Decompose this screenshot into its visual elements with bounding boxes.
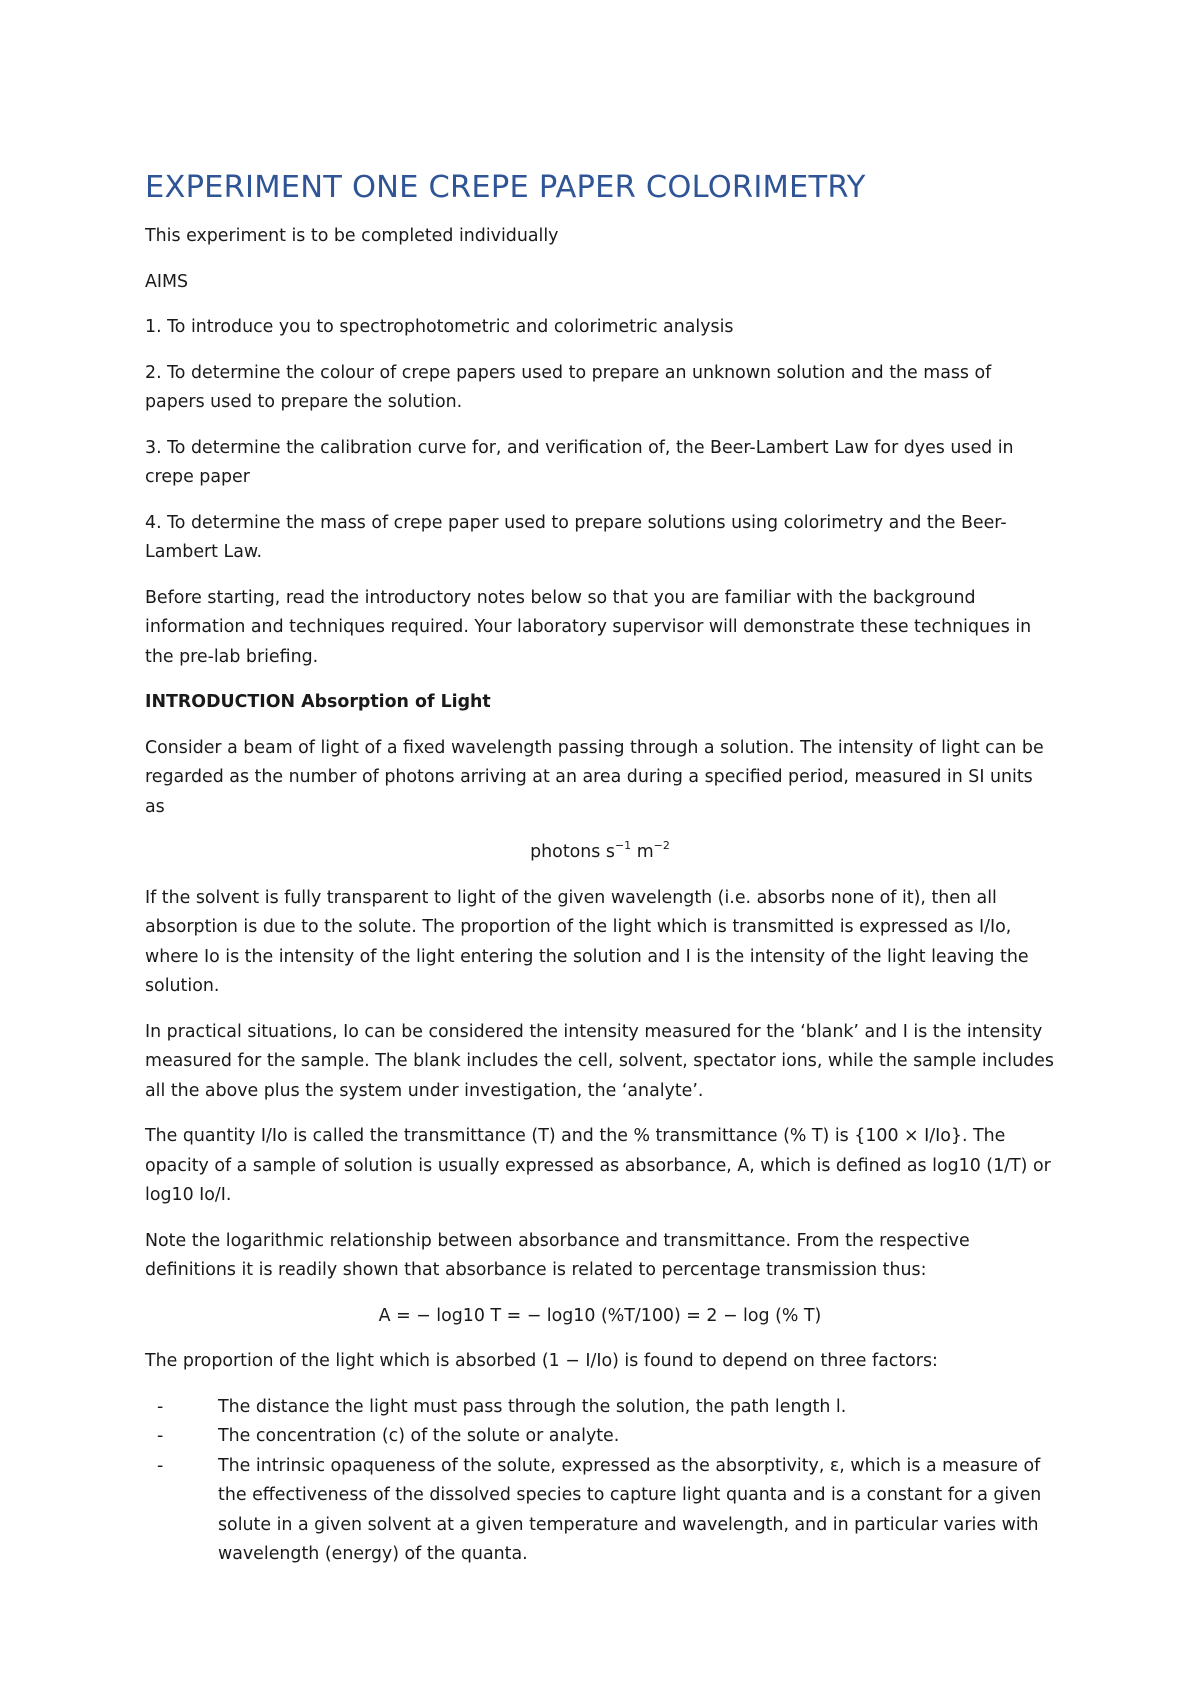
aim-item-2: 2. To determine the colour of crepe papers used to prepare an unknown solution and the mass of papers used to prepare the solution. xyxy=(145,362,992,412)
intro-paragraph-6: The proportion of the light which is absorbed (1 − I/Io) is found to depend on three factors: xyxy=(145,1351,938,1371)
si-units-expression xyxy=(145,838,1055,868)
factors-list xyxy=(145,1393,1055,1570)
list-item xyxy=(145,1393,1055,1423)
intro-paragraph-4: The quantity I/Io is called the transmittance (T) and the % transmittance (% T) is {100 × I/Io}. The opacity of a sample of solution is usually expressed as absorbance, A, which is defined as log10 (1/T) or log10 Io/I. xyxy=(145,1126,1051,1205)
intro-paragraph-2: If the solvent is fully transparent to light of the given wavelength (i.e. absorbs none of it), then all absorption is due to the solute. The proportion of the light which is transmitted is expressed as I/Io, where Io is the intensity of the light entering the solution and I is the intensity of the light leaving the solution. xyxy=(145,887,1029,996)
document-title: EXPERIMENT ONE CREPE PAPER COLORIMETRY xyxy=(145,170,866,205)
intro-paragraph-5: Note the logarithmic relationship between absorbance and transmittance. From the respective definitions it is readily shown that absorbance is related to percentage transmission thus: xyxy=(145,1230,970,1280)
subtitle: This experiment is to be completed individually xyxy=(145,226,559,246)
units-m: m xyxy=(631,842,654,862)
dash-marker: - xyxy=(157,1426,164,1446)
units-exponent-2: −2 xyxy=(653,839,670,853)
dash-marker: - xyxy=(157,1396,164,1417)
units-exponent-1: −1 xyxy=(614,839,632,853)
aims-heading: AIMS xyxy=(145,271,189,292)
absorbance-formula: A = − log10 T = − log10 (%T/100) = 2 − log (% T) xyxy=(378,1305,822,1326)
units-photons: photons s xyxy=(530,842,615,862)
list-item-text: The distance the light must pass through the solution, the path length l. xyxy=(218,1396,847,1417)
list-item-text: The concentration (c) of the solute or analyte. xyxy=(218,1426,620,1446)
aim-item-1: 1. To introduce you to spectrophotometric and colorimetric analysis xyxy=(145,317,734,337)
before-starting-paragraph: Before starting, read the introductory notes below so that you are familiar with the background information and techniques required. Your laboratory supervisor will demonstrate these techniques in the pre-lab briefing. xyxy=(145,587,1032,667)
aim-item-4: 4. To determine the mass of crepe paper used to prepare solutions using colorimetry and the Beer-Lambert Law. xyxy=(145,512,1007,562)
list-item xyxy=(145,1452,1055,1570)
intro-paragraph-3: In practical situations, Io can be considered the intensity measured for the ‘blank’ and I is the intensity measured for the sample. The blank includes the cell, solvent, spectator ions, while the sample includes all the above plus the system under investigation, the ‘analyte’. xyxy=(145,1021,1054,1101)
introduction-heading: INTRODUCTION Absorption of Light xyxy=(145,692,491,712)
dash-marker: - xyxy=(157,1455,164,1476)
list-item-text: The intrinsic opaqueness of the solute, expressed as the absorptivity, ε, which is a measure of the effectiveness of the dissolved species to capture light quanta and is a constant for a given solute in a given solvent at a given temperature and wavelength, and in particular varies with wavelength (energy) of the quanta. xyxy=(218,1455,1042,1564)
aim-item-3: 3. To determine the calibration curve for, and verification of, the Beer-Lambert Law for dyes used in crepe paper xyxy=(145,437,1014,487)
intro-paragraph-1: Consider a beam of light of a fixed wavelength passing through a solution. The intensity of light can be regarded as the number of photons arriving at an area during a specified period, measured in SI units as xyxy=(145,737,1044,817)
list-item xyxy=(145,1422,1055,1452)
